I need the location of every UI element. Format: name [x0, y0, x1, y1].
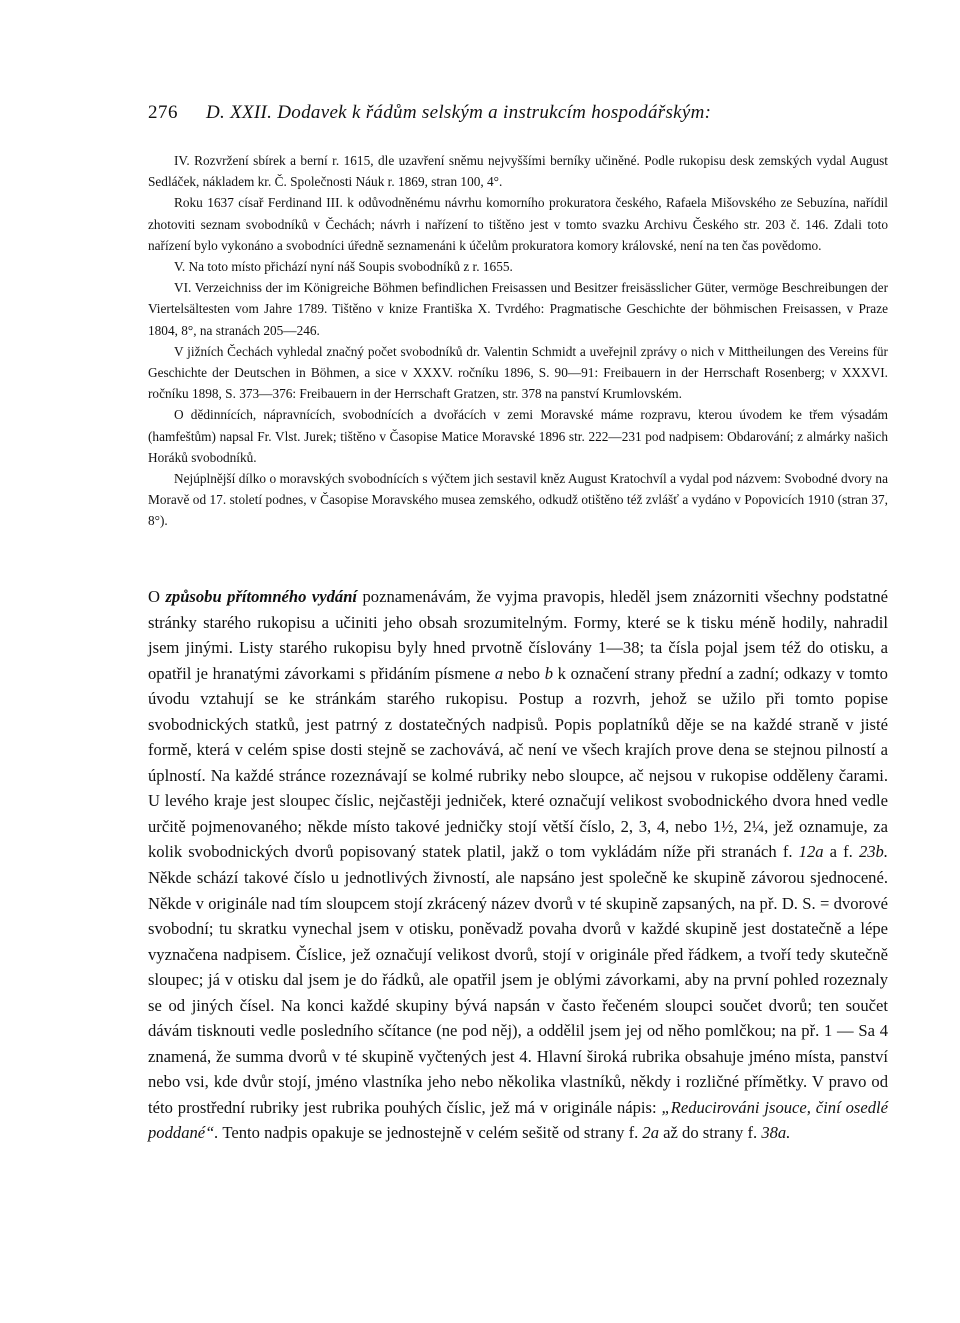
note-item: Roku 1637 císař Ferdinand III. k odůvodněnému návrhu komorního prokuratora českého, Rafaela Mišovského ze Sebuzína, nařídil zhotoviti seznam svobodníků v Čechách; návrh i nařízení to tištěno jest v tomto svazku Archivu Českého str. 203 č. 146. Zdali toto nařízení bylo vykonáno a svobodníci úředně seznamenáni k účelům prokuratora komory královské, není na ten čas povědomo.	[148, 195, 888, 253]
text-segment: až do strany f.	[663, 1123, 758, 1143]
notes-block	[148, 150, 888, 532]
note-item: O dědinnících, nápravnících, svobodnících a dvořácích v zemi Moravské máme rozpravu, kterou úvodem ke třem výsadám (hamfeštům) napsal Fr. Vlst. Jurek; tištěno v Časopise Matice Moravské 1896 str. 222—231 pod nadpisem: Obdarování; z almárky našich Horáků svobodníků.	[148, 407, 888, 465]
folio-ref: 23b.	[858, 842, 888, 862]
running-title: D. XXII. Dodavek k řádům selským a instrukcím hospodářským:	[206, 102, 712, 123]
folio-ref: 12a	[798, 842, 824, 862]
main-paragraph	[148, 584, 888, 1146]
note-item: V. Na toto místo přichází nyní náš Soupis svobodníků z r. 1655.	[174, 259, 513, 275]
text-segment: poznamenávám, že vyjma pravopis, hleděl jsem znázorniti všechny podstatné stránky starého rukopisu a učiniti jeho obsah srozumitelným. Formy, které se k tisku méně hodily, nahradil jsem jinými. Listy starého rukopisu byly hned prvotně číslovány 1—38; ta čísla pojal jsem též do otisku, a opatřil je hranatými závorkami s přidáním písmene	[148, 587, 888, 683]
folio-ref: 2a	[642, 1123, 660, 1143]
folio-ref: 38a.	[761, 1123, 791, 1143]
note-item: Nejúplnější dílko o moravských svobodnících s výčtem jich sestavil kněz August Kratochvíl a vydal pod názvem: Svobodné dvory na Moravě od 17. století podnes, v Časopise Moravského musea zemského, odkudž otištěno též zvlášť a vydáno v Popovicích 1910 (stran 37, 8°).	[148, 471, 888, 529]
lead-word: O	[148, 587, 160, 606]
main-text	[148, 584, 888, 1146]
letter-b: b	[544, 663, 554, 683]
text-segment: Tento nadpis opakuje se jednostejně v celém sešitě od strany f.	[222, 1123, 639, 1143]
text-segment: a f.	[829, 842, 853, 862]
letter-a: a	[494, 663, 504, 683]
lead-emphasis: způsobu přítomného vydání	[165, 587, 358, 606]
page-header	[148, 102, 888, 132]
text-segment: Někde schází takové číslo u jednotlivých živností, ale napsáno jest společně ke skupině závorou sjednocené. Někde v originále nad tím sloupcem stojí zkrácený název dvorů v té skupině zapsaných, na př. D. S. = dvorové svobodní; tu skratku vynechal jsem v otisku, poněvadž povaha dvorů v každé skupině jest dostatečně a lépe vyznačena nadpisem. Číslice, jež označují velikost dvorů, stojí v originále před řádkem, a tvoří tedy skutečně sloupec; já v otisku dal jsem je do řádků, ale opatřil jsem je oblými závorkami, aby na první pohled rozeznaly se od jiných čísel. Na konci každé skupiny bývá napsán v často řečeném sloupci součet dvorů; ten součet dávám tisknouti vedle posledního sčítance (ne pod něj), a oddělil jsem jej od něho pomlčkou; na př. 1 — Sa 4 znamená, že summa dvorů v té skupině vyčtených jest 4. Hlavní široká rubrika obsahuje jméno místa, panství nebo vsi, kde dvůr stojí, jméno vlastníka jeho nebo několika vlastníků, někdy i rozličné přímětky. V pravo od této prostřední rubriky jest rubrika pouhých číslic, jež má v originále nápis:	[148, 868, 888, 1117]
note-item: VI. Verzeichniss der im Königreiche Böhmen befindlichen Freisassen und Besitzer freisässlicher Güter, vermöge Beschreibungen der Viertelsältesten vom Jahre 1789. Tištěno v knize Františka X. Tvrdého: Pragmatische Geschichte der böhmischen Freisassen, v Praze 1804, 8°, na stranách 205—246.	[148, 280, 888, 338]
quoted-heading: „Reducirováni jsouce, činí osedlé poddané“.	[148, 1097, 888, 1143]
note-item: V jižních Čechách vyhledal značný počet svobodníků dr. Valentin Schmidt a uveřejnil zprávy o nich v Mittheilungen des Vereins für Geschichte der Deutschen in Böhmen, a sice v XXXV. ročníku 1896, S. 90—91: Freibauern in der Herrschaft Rosenberg; v XXXVI. ročníku 1898, S. 373—376: Freibauern in der Herrschaft Gratzen, str. 378 na panství Krumlovském.	[148, 343, 888, 402]
text-segment: k označení strany přední a zadní; odkazy v tomto úvodu vztahují se ke stránkám starého rukopisu. Postup a rozvrh, jehož se užilo při tomto popise svobodnických statků, jest patrný z dostatečných nadpisů. Popis poplatníků děje se na každé straně v jisté formě, která v celém spise dosti stejně se zachovává, ač není ve všech krajích prove dena se stejnou pilností a úplností. Na každé stránce rozeznávají se kolmé rubriky nebo sloupce, ač nejsou v rukopise odděleny čarami. U levého kraje jest sloupec číslic, nejčastěji jedniček, které označují velikost svobodnického dvora hned vedle určitě pojmenovaného; někde místo takové jedničky stojí větší číslo, 2, 3, 4, nebo 1½, 2¼, jež oznamuje, za kolik svobodnických dvorů popisovaný statek platil, jakž o tom vykládám níže při stranách f.	[148, 663, 888, 862]
text-segment: nebo	[507, 663, 541, 683]
note-item: IV. Rozvržení sbírek a berní r. 1615, dle uzavření sněmu nejvyššími berníky učiněné. Podle rukopisu desk zemských vydal August Sedláček, nákladem kr. Č. Společnosti Náuk r. 1869, stran 100, 4°.	[148, 153, 888, 190]
page-number: 276	[148, 102, 178, 123]
